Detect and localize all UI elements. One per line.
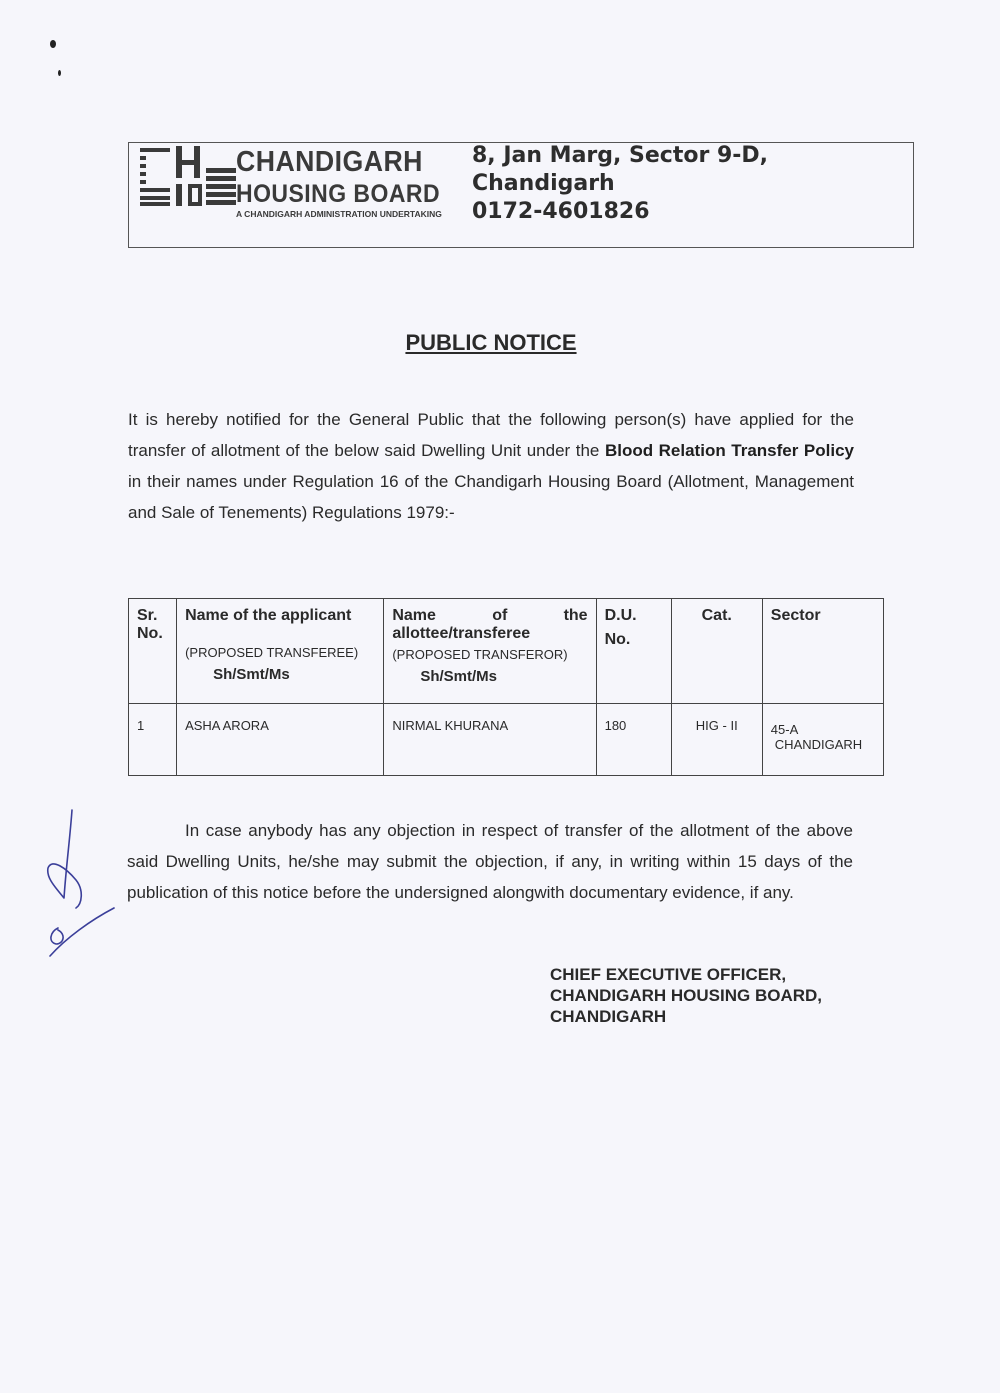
header-applicant-sub: (PROPOSED TRANSFEREE)	[185, 645, 359, 660]
org-tagline: A CHANDIGARH ADMINISTRATION UNDERTAKING	[236, 209, 442, 219]
header-du-line1: D.U.	[604, 607, 637, 624]
phone-number: 0172-4601826	[472, 199, 650, 224]
cell-sector-line1: 45-A	[770, 722, 799, 737]
header-allottee-word3: the	[563, 607, 588, 624]
address-line2: Chandigarh	[472, 171, 615, 196]
intro-policy-name: Blood Relation Transfer Policy	[604, 441, 854, 460]
header-du-line2: No.	[604, 631, 631, 648]
address-line1: 8, Jan Marg, Sector 9-D,	[472, 143, 769, 168]
header-sector	[762, 599, 883, 704]
scan-speck	[50, 40, 56, 48]
header-applicant	[177, 599, 384, 704]
handwritten-initials-icon	[36, 808, 116, 958]
header-allottee-sub: (PROPOSED TRANSFEROR)	[392, 647, 568, 662]
transfer-table	[128, 598, 884, 776]
signatory-line3: CHANDIGARH	[550, 1007, 667, 1026]
chb-logo-icon	[140, 146, 236, 208]
cell-sector-line2: CHANDIGARH	[774, 737, 863, 752]
notice-title: PUBLIC NOTICE	[405, 330, 577, 355]
header-allottee-line2: allottee/transferee	[392, 625, 531, 642]
objection-paragraph: In case anybody has any objection in respect of transfer of the allotment of the above said Dwelling Units, he/she may submit the objection, if any, in writing within 15 days of the publication of this notice before the undersigned alongwith documentary evidence, if any.	[127, 821, 853, 902]
cell-cat: HIG - II	[671, 704, 762, 776]
signatory-block	[550, 964, 822, 1027]
header-allottee-word1: Name	[392, 607, 436, 624]
header-allottee-title: Sh/Smt/Ms	[420, 668, 498, 685]
header-sr-no-line1: Sr.	[137, 607, 158, 624]
intro-paragraph	[128, 404, 854, 528]
org-name-line1: CHANDIGARH	[236, 146, 423, 178]
header-sector-label: Sector	[770, 607, 821, 624]
header-cat	[671, 599, 762, 704]
cell-du-no: 180	[596, 704, 671, 776]
header-sr-no-line2: No.	[137, 625, 163, 642]
cell-sector	[762, 704, 883, 776]
header-applicant-label: Name of the applicant	[185, 607, 352, 624]
signatory-line2: CHANDIGARH HOUSING BOARD,	[550, 986, 822, 1005]
cell-sr: 1	[129, 704, 177, 776]
header-applicant-title: Sh/Smt/Ms	[213, 666, 290, 683]
signatory-line1: CHIEF EXECUTIVE OFFICER,	[550, 965, 787, 984]
cell-applicant: ASHA ARORA	[177, 704, 384, 776]
header-sr-no	[129, 599, 177, 704]
header-cat-label: Cat.	[701, 607, 732, 624]
org-name-line2: HOUSING BOARD	[236, 180, 441, 208]
scan-speck	[58, 70, 61, 76]
header-allottee	[384, 599, 596, 704]
table-header-row	[129, 599, 884, 704]
address-block	[472, 142, 768, 226]
header-du-no	[596, 599, 671, 704]
intro-text-part1: It is hereby notified for the General Public that the following person(s) have applied for the transfer of allotment of the below said Dwelling Unit under the	[128, 410, 854, 460]
table-row	[129, 704, 884, 776]
cell-allottee: NIRMAL KHURANA	[384, 704, 596, 776]
intro-text-part2: in their names under Regulation 16 of the Chandigarh Housing Board (Allotment, Management and Sale of Tenements) Regulations 1979:-	[128, 472, 854, 522]
header-allottee-word2: of	[492, 607, 508, 624]
header-allottee-line1	[392, 607, 587, 625]
